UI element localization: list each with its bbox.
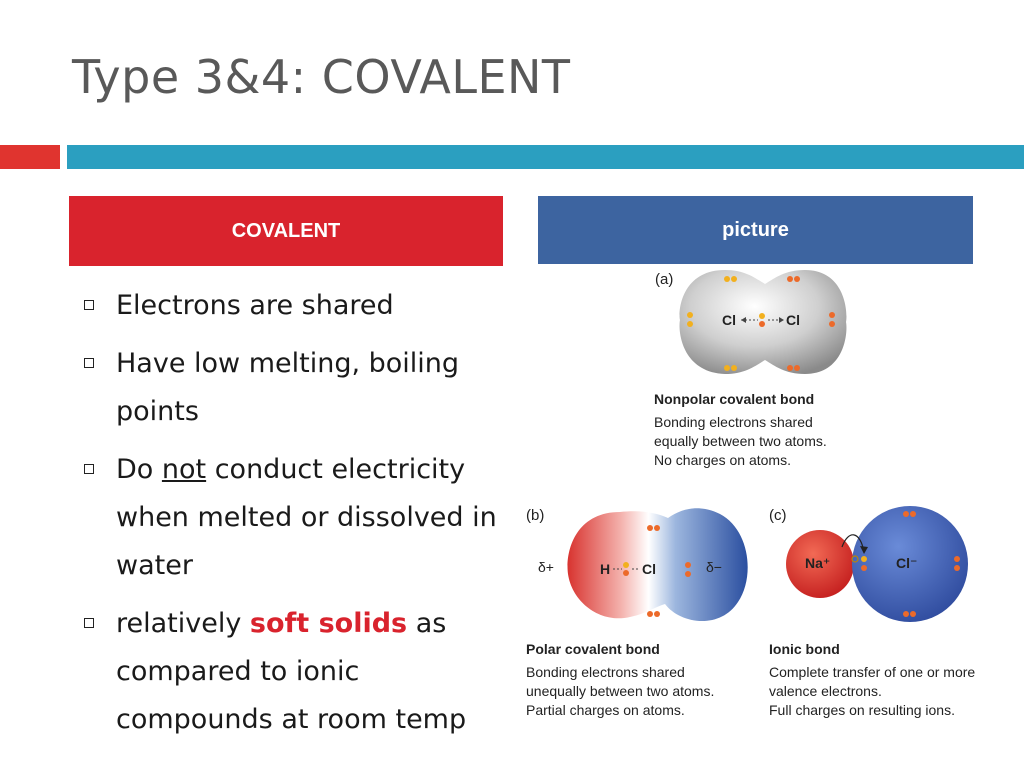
atom-cl-right: Cl	[786, 312, 800, 328]
atom-h: H	[600, 561, 611, 577]
column-header-covalent: COVALENT	[69, 196, 503, 266]
caption-ionic: Ionic bond Complete transfer of one or more valence electrons. Full charges on resulting ions.	[769, 641, 976, 718]
bullet-low-melting: Have low melting, boiling points	[80, 340, 520, 436]
bullet-list	[80, 282, 520, 754]
bullet-square-icon	[84, 358, 94, 368]
caption-polar: Polar covalent bond Bonding electrons shared unequally between two atoms. Partial charges on atoms.	[526, 641, 715, 718]
column-header-picture: picture	[538, 196, 973, 264]
bond-types-figure	[520, 262, 1000, 732]
emphasis-soft-solids: soft solids	[249, 608, 408, 639]
slide-title: Type 3&4: COVALENT	[72, 50, 571, 104]
bullet-square-icon	[84, 618, 94, 628]
ion-cl: Cl⁻	[896, 555, 918, 571]
bullet-soft-solids: relatively soft solids as compared to ionic compounds at room temp	[80, 600, 520, 744]
panel-c-label: (c)	[769, 507, 787, 524]
accent-bar-blue	[67, 145, 1024, 169]
accent-bar-red	[0, 145, 60, 169]
ion-na: Na⁺	[805, 555, 831, 571]
delta-plus-label: δ+	[538, 559, 554, 575]
panel-b-label: (b)	[526, 507, 545, 524]
emphasis-not: not	[161, 454, 207, 485]
atom-cl-polar: Cl	[642, 561, 656, 577]
bullet-square-icon	[84, 464, 94, 474]
bullet-square-icon	[84, 300, 94, 310]
bullet-no-conduct: Do not conduct electricity when melted or dissolved in water	[80, 446, 520, 590]
panel-a-label: (a)	[655, 271, 674, 288]
atom-cl-left: Cl	[722, 312, 736, 328]
caption-nonpolar: Nonpolar covalent bond Bonding electrons shared equally between two atoms. No charges on atoms.	[654, 391, 827, 468]
delta-minus-label: δ−	[706, 559, 722, 575]
bullet-electrons-shared: Electrons are shared	[80, 282, 520, 330]
